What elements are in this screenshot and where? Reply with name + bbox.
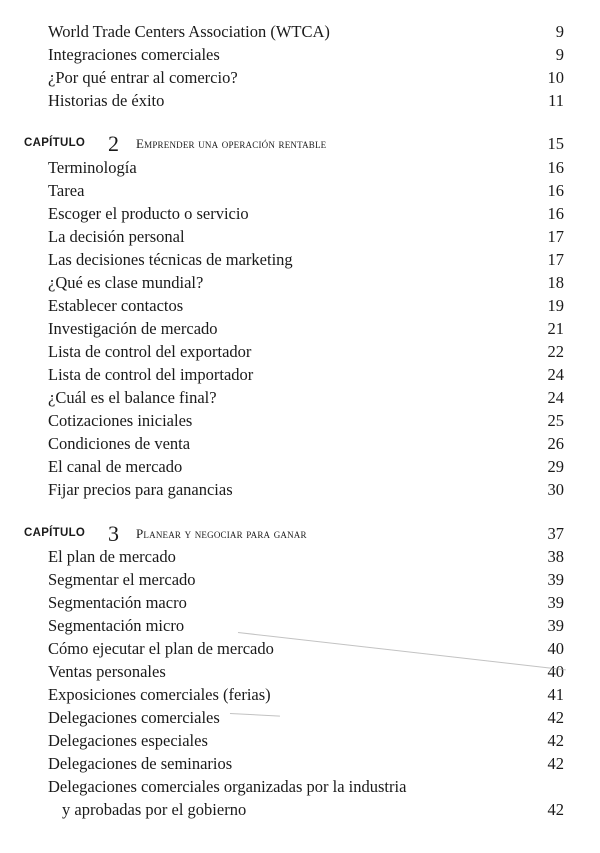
entry-page: 42 [547, 800, 564, 819]
entry-title: Delegaciones comerciales organizadas por la industria [48, 777, 407, 796]
entry-title: Las decisiones técnicas de marketing [48, 250, 293, 269]
toc-entry [0, 708, 600, 730]
entry-page: 26 [547, 434, 564, 453]
toc-entry [0, 181, 600, 203]
entry-page: 18 [547, 273, 564, 292]
toc-entry [0, 342, 600, 364]
entry-page: 39 [547, 593, 564, 612]
toc-entry [0, 411, 600, 433]
entry-page: 16 [547, 181, 564, 200]
entry-title: Exposiciones comerciales (ferias) [48, 685, 271, 704]
entry-title: Cotizaciones iniciales [48, 411, 193, 430]
entry-page: 29 [547, 457, 564, 476]
toc-entry [0, 777, 600, 799]
toc-entry [0, 388, 600, 410]
toc-entry [0, 434, 600, 456]
toc-entry [0, 639, 600, 661]
entry-title: Establecer contactos [48, 296, 184, 315]
entry-page: 19 [547, 296, 564, 315]
toc-entry [0, 480, 600, 502]
toc-entry [0, 250, 600, 272]
entry-title: ¿Cuál es el balance final? [48, 388, 217, 407]
entry-page: 42 [547, 708, 564, 727]
entry-page: 40 [547, 639, 564, 658]
entry-title: Delegaciones de seminarios [48, 754, 233, 773]
entry-page: 25 [547, 411, 564, 430]
entry-title: Fijar precios para ganancias [48, 480, 233, 499]
chapter-page: 15 [547, 134, 564, 153]
chapter-number: 2 [108, 131, 119, 156]
entry-title: Investigación de mercado [48, 319, 218, 338]
toc-entry [0, 91, 600, 113]
entry-title: World Trade Centers Association (WTCA) [48, 22, 330, 41]
chapter-label: CAPÍTULO [24, 527, 86, 539]
entry-title: Escoger el producto o servicio [48, 204, 249, 223]
toc-entry [0, 731, 600, 753]
entry-title: Condiciones de venta [48, 434, 191, 453]
toc-entry [0, 319, 600, 341]
toc-entry [0, 457, 600, 479]
toc-entry [0, 365, 600, 387]
toc-entry [0, 754, 600, 776]
chapter-heading [0, 131, 600, 158]
entry-title: Ventas personales [48, 662, 166, 681]
chapter-page: 37 [547, 524, 564, 543]
entry-page: 40 [547, 662, 564, 681]
toc-entry [0, 158, 600, 180]
entry-page: 41 [547, 685, 564, 704]
toc-entry [0, 22, 600, 44]
toc-entry [0, 593, 600, 615]
entry-page: 22 [547, 342, 564, 361]
entry-page: 11 [548, 91, 564, 110]
entry-page: 17 [547, 227, 564, 246]
entry-title: Lista de control del exportador [48, 342, 252, 361]
toc-entry [0, 547, 600, 569]
entry-page: 39 [547, 570, 564, 589]
toc-entry [0, 204, 600, 226]
entry-title: y aprobadas por el gobierno [62, 800, 247, 819]
entry-title: Integraciones comerciales [48, 45, 220, 64]
entry-title: Segmentación macro [48, 593, 187, 612]
entry-page: 42 [547, 731, 564, 750]
entry-title: El plan de mercado [48, 547, 176, 566]
entry-title: Cómo ejecutar el plan de mercado [48, 639, 274, 658]
toc-entry [0, 273, 600, 295]
chapter-heading [0, 521, 600, 548]
entry-page: 30 [547, 480, 564, 499]
entry-title: Tarea [48, 181, 85, 200]
chapter-number: 3 [108, 521, 119, 546]
entry-page: 39 [547, 616, 564, 635]
chapter-label: CAPÍTULO [24, 137, 86, 149]
entry-page: 16 [547, 158, 564, 177]
entry-page: 38 [547, 547, 564, 566]
toc-entry [0, 800, 600, 822]
entry-title: Lista de control del importador [48, 365, 254, 384]
entry-title: Segmentar el mercado [48, 570, 196, 589]
toc-entry [0, 227, 600, 249]
entry-page: 17 [547, 250, 564, 269]
chapter-title: Emprender una operación rentable [136, 136, 327, 151]
toc-entry [0, 296, 600, 318]
toc-entry [0, 685, 600, 707]
entry-title: La decisión personal [48, 227, 185, 246]
toc-entry [0, 68, 600, 90]
toc-entry [0, 662, 600, 684]
entry-page: 21 [547, 319, 564, 338]
entry-page: 9 [555, 22, 564, 41]
entry-page: 16 [547, 204, 564, 223]
entry-page: 10 [547, 68, 564, 87]
entry-page: 42 [547, 754, 564, 773]
entry-title: Delegaciones comerciales [48, 708, 220, 727]
chapter-title: Planear y negociar para ganar [136, 526, 307, 541]
entry-title: Historias de éxito [48, 91, 165, 110]
toc-entry [0, 45, 600, 67]
toc-entry [0, 616, 600, 638]
toc-entry [0, 570, 600, 592]
entry-page: 9 [555, 45, 564, 64]
entry-title: Delegaciones especiales [48, 731, 208, 750]
entry-title: Segmentación micro [48, 616, 185, 635]
entry-title: El canal de mercado [48, 457, 183, 476]
entry-page: 24 [547, 388, 564, 407]
entry-title: Terminología [48, 158, 137, 177]
entry-title: ¿Por qué entrar al comercio? [48, 68, 238, 87]
entry-page: 24 [547, 365, 564, 384]
entry-title: ¿Qué es clase mundial? [48, 273, 204, 292]
